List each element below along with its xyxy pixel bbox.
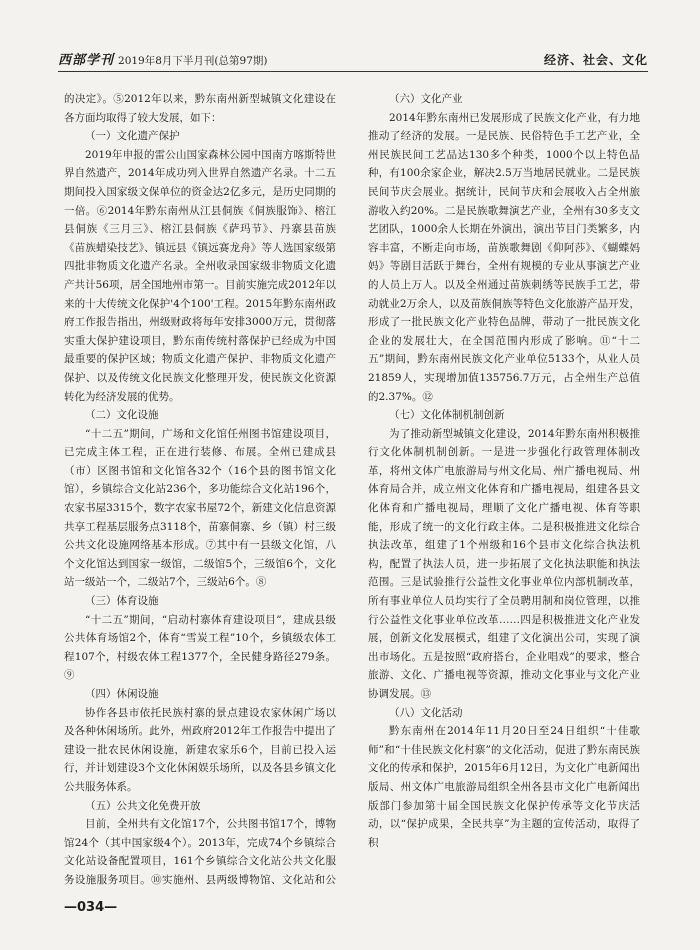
paragraph: 2019年申报的雷公山国家森林公园中国南方喀斯特世界自然遗产，2014年成功列入世界自然遗产名录。十二五期间投入国家级文保单位的资金达2亿多元，是历史同期的一倍。⑥2014年黔东南州从江县侗族《侗族服饰》、榕江县侗族《三月三》、榕江县侗族《萨玛节》、丹寨县苗族《苗族蜡染技艺》、镇远县《镇远赛龙舟》等人选国家级第四批非物质文化遗产名录。全州收录国家级非物质文化遗产共计56项，居全国地州市第一。目前实施完成2012年以来的十大传统文化保护'4个100'工程。2015年黔东南州政府工作报告指出，州级财政将每年安排3000万元，贯彻落实重大保护建设项目，黔东南传统村落保护已经成为中国最重要的保护区域；物质文化遗产保护、非物质文化遗产保护、以及传统文化民族文化整理开发，使民族文化资源转化为经济发展的优势。	[64, 148, 336, 403]
section-heading: （六）文化产业	[389, 93, 463, 105]
section-heading: （五）公共文化免费开放	[85, 799, 201, 812]
page-header	[58, 50, 648, 72]
section-heading: （七）文化体制机制创新	[389, 409, 505, 422]
page-number: —034—	[64, 900, 118, 915]
section-heading: （一）文化遗产保护	[85, 130, 180, 143]
paragraph: “十二五”期间，广场和文化馆任州图书馆建设项目，已完成主体工程，正在进行装修、布展。全州已建成县（市）区图书馆和文化馆各32个（16个县的图书馆文化馆），乡镇综合文化站236个，多功能综合文化站196个，农家书屋3315个，数字农家书屋72个，新建文化信息资源共享工程基层服务点3118个，苗寨侗寨、乡（镇）村三级公共文化设施网络基本形成。⑦其中有一县级文化馆，八个文化馆达到国家一级馆，二级馆5个，三级馆6个，文化站一级站一个，二级站7个，三级站6个。⑧	[64, 427, 336, 589]
paragraph: 的决定》。⑤2012年以来，黔东南州新型城镇文化建设在各方面均取得了较大发展，如下：	[64, 93, 336, 124]
section-heading: （二）文化设施	[85, 409, 159, 422]
journal-name: 西部学刊	[58, 53, 115, 68]
section-heading: （四）休闲设施	[85, 688, 159, 700]
section-heading: （八）文化活动	[389, 706, 463, 719]
paragraph: “十二五”期间，“启动村寨体育建设项目”，建成县级公共体育场馆2个，体育“雪炭工程”10个，乡镇级农体工程107个，村级农体工程1377个，全民健身路径279条。⑨	[64, 613, 336, 682]
paragraph: 为了推动新型城镇文化建设，2014年黔东南州积极推行文化体制机制创新。一是进一步强化行政管理体制改革，将州文体广电旅游局与州文化局、州广播电视局、州体育局合并，成立州文化体育和广播电视局，组建各县文化体育和广播电视局，理顺了文化广播电视、体育等职能，形成了统一的文化行政主体。二是积极推进文化综合执法改革，组建了1个州级和16个县市文化综合执法机构，配置了执法人员，进一步拓展了文化执法职能和执法范围。三是试验推行公益性文化事业单位内部机制改革，所有事业单位人员均实行了全员聘用制和岗位管理，以推行公益性文化事业单位改革……四是积极推进文化产业发展，创新文化发展模式，组建了文化演出公司，实现了演出市场化。五是按照“政府搭台，企业唱戏”的要求，整合旅游、文化、广播电视等资源，推动文化事业与文化产业协调发展。⑬	[368, 427, 640, 700]
section-heading: （三）体育设施	[85, 595, 159, 608]
text-column-right	[368, 90, 640, 890]
paragraph: 目前，全州共有文化馆17个，公共图书馆17个，博物馆24个（其中国家级4个）。2013年，完成74个乡镇综合文化站设备配置项目，161个乡镇综合文化站公共文化服务设施服务项目。⑩实施州、县两级博物馆、文化站和公	[64, 818, 336, 886]
paragraph: 2014年黔东南州已发展形成了民族文化产业，有力地推动了经济的发展。一是民族、民俗特色手工艺产业，全州民族民间工艺品达130多个种类，1000个以上特色品种，有100余家企业，解决2.5万当地居民就业。二是民族民间节庆会展业。据统计，民间节庆和会展收入占全州旅游收入约20%。二是民族歌舞演艺产业，全州有30多支文艺团队，1000余人长期在外演出，演出节目门类繁多，内容丰富，不断走向市场，苗族歌舞剧《仰阿莎》、《蝴蝶妈妈》等剧目活跃于舞台，全州有规模的专业从事演艺产业的人员上万人。以及全州通过苗族刺绣等民族手工艺，带动就业2万余人，以及苗族侗族等特色文化旅游产品开发，形成了一批民族文化产业特色品牌，带动了一批民族文化企业的发展壮大，在全国范围内形成了影响。⑪“十二五”期间，黔东南州民族文化产业单位5133个，从业人员21859人，实现增加值135756.7万元，占全州生产总值的2.37%。⑫	[368, 111, 640, 403]
section-tag: 经济、社会、文化	[543, 53, 648, 67]
issue-info: 2019年8月下半月刊(总第97期)	[118, 55, 268, 67]
paragraph: 黔东南州在2014年11月20日至24日组织“十佳歌师”和“十佳民族文化村寨”的文化活动，促进了黔东南民族文化的传承和保护，2015年6月12日，为文化广电新闻出版局、州文体广电旅游局组织全州各县市文化广电新闻出版部门参加第十届全国民族文化保护传承等文化节庆活动，以“保护成果，全民共享”为主题的宣传活动，取得了积	[368, 725, 640, 849]
text-column-left	[64, 90, 336, 890]
header-left	[58, 49, 267, 68]
paragraph: 协作各县市依托民族村寨的景点建设农家休闲广场以及各种休闲场所。此外，州政府2012年工作报告中提出了建设一批农民休闲设施，新建农家乐6个，目前已投入运行，并计划建设3个文化休闲娱乐场所，以及各县乡镇文化公共服务体系。	[64, 706, 336, 793]
